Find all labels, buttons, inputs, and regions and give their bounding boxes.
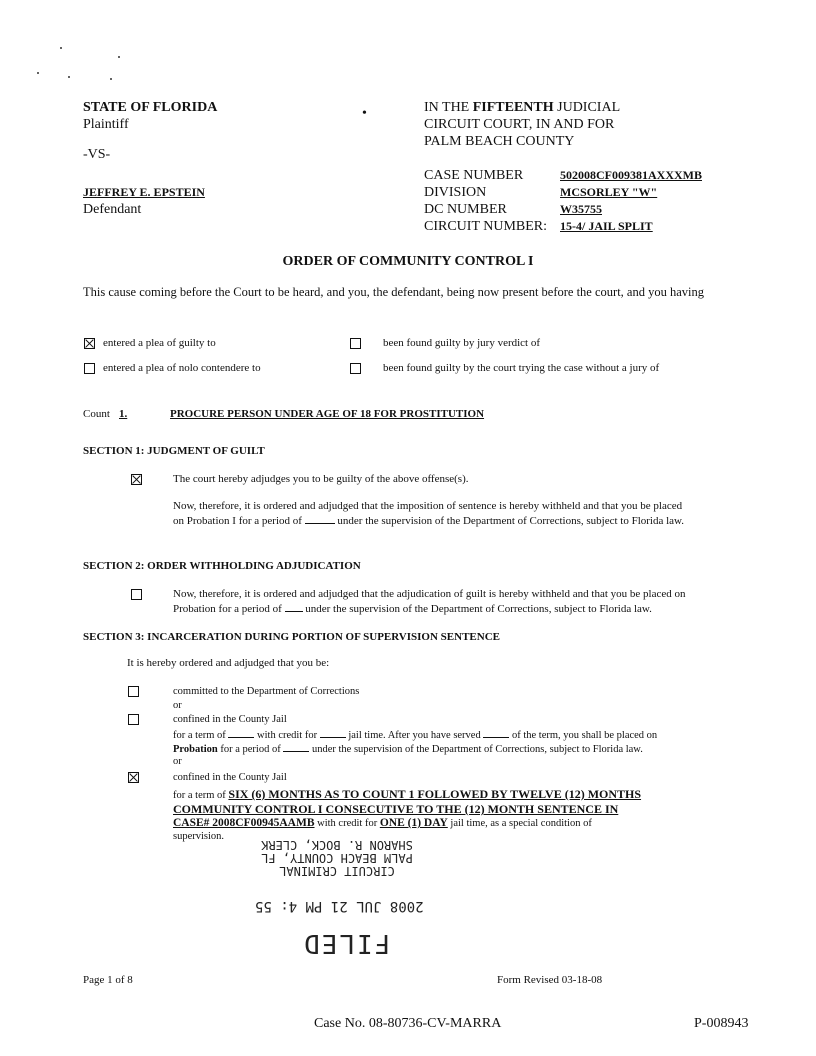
dc-number-label: DC NUMBER xyxy=(424,202,507,217)
filed-stamp xyxy=(252,838,422,877)
defendant-name: JEFFREY E. EPSTEIN xyxy=(83,185,205,199)
division-label: DIVISION xyxy=(424,185,487,200)
count-number: 1. xyxy=(119,408,128,420)
division-value: MCSORLEY "W" xyxy=(560,185,658,199)
section-2-line-1: Now, therefore, it is ordered and adjudged that the adjudication of guilt is hereby withheld and that you be placed on xyxy=(173,588,686,600)
section-1-line-2: on Probation I for a period of under the supervision of the Department of Corrections, subject to Florida law. xyxy=(173,515,685,527)
doc-commitment-checkbox[interactable] xyxy=(128,686,139,697)
stamp-line-2: PALM BEACH COUNTY, FL xyxy=(261,851,413,865)
stamp-line-1: CIRCUIT CRIMINAL xyxy=(279,864,395,878)
county-jail-split-checkbox[interactable] xyxy=(128,714,139,725)
state-of-florida: STATE OF FLORIDA xyxy=(83,100,218,115)
adjudge-guilty-text: The court hereby adjudges you to be guilty of the above offense(s). xyxy=(173,473,469,485)
bates-number: P-008943 xyxy=(694,1016,749,1031)
stamp-date: 2008 JUL 21 PM 4: 55 xyxy=(255,898,424,914)
doc-commitment-label: committed to the Department of Corrections xyxy=(173,686,360,697)
dc-number-value: W35755 xyxy=(560,202,602,216)
circuit-number-value: 15-4/ JAIL SPLIT xyxy=(560,219,653,233)
form-revised: Form Revised 03-18-08 xyxy=(497,974,603,986)
county-jail-split-line-1: for a term of with credit for jail time. After you have served of the term, you shall be placed on xyxy=(173,730,658,741)
plea-guilty-checkbox[interactable] xyxy=(84,338,95,349)
county-jail-split-line-2: Probation for a period of under the supervision of the Department of Corrections, subject to Florida law. xyxy=(173,744,643,755)
case-number-value: 502008CF009381AXXXMB xyxy=(560,168,702,182)
case-number-label: CASE NUMBER xyxy=(424,168,524,183)
plea-nolo-checkbox[interactable] xyxy=(84,363,95,374)
section-1-line-1: Now, therefore, it is ordered and adjudged that the imposition of sentence is hereby withheld and that you be placed xyxy=(173,500,683,512)
county-jail-split-label: confined in the County Jail xyxy=(173,714,287,725)
vs-label: -VS- xyxy=(83,147,111,162)
court-line-3: PALM BEACH COUNTY xyxy=(424,134,575,149)
plaintiff-label: Plaintiff xyxy=(83,117,129,132)
circuit-number-label: CIRCUIT NUMBER: xyxy=(424,219,548,234)
scan-mark: • xyxy=(362,106,367,121)
county-jail-line-4: supervision. xyxy=(173,831,225,842)
defendant-label: Defendant xyxy=(83,202,142,217)
county-jail-line-2: COMMUNITY CONTROL I CONSECUTIVE TO THE (12) MONTH SENTENCE IN xyxy=(173,802,619,816)
jury-verdict-label: been found guilty by jury verdict of xyxy=(383,337,541,349)
section-3-intro: It is hereby ordered and adjudged that you be: xyxy=(127,657,330,669)
section-1-heading: SECTION 1: JUDGMENT OF GUILT xyxy=(83,445,265,457)
adjudge-guilty-checkbox[interactable] xyxy=(131,474,142,485)
plea-nolo-label: entered a plea of nolo contendere to xyxy=(103,362,261,374)
stamp-line-3: SHARON R. BOCK, CLERK xyxy=(261,838,413,852)
stamp-filed: FILED xyxy=(302,928,391,958)
court-trial-checkbox[interactable] xyxy=(350,363,361,374)
court-line-1: IN THE FIFTEENTH JUDICIAL xyxy=(424,100,621,115)
or-label-1: or xyxy=(173,700,182,711)
count-offense: PROCURE PERSON UNDER AGE OF 18 FOR PROSTITUTION xyxy=(170,408,485,420)
scan-speck xyxy=(110,78,112,80)
county-jail-line-3: CASE# 2008CF00945AAMB with credit for ONE (1) DAY jail time, as a special condition of xyxy=(173,817,592,829)
scan-speck xyxy=(60,47,62,49)
court-trial-label: been found guilty by the court trying the case without a jury of xyxy=(383,362,660,374)
withhold-adjudication-checkbox[interactable] xyxy=(131,589,142,600)
intro-paragraph: This cause coming before the Court to be heard, and you, the defendant, being now present before the court, and you having xyxy=(83,285,704,299)
section-2-heading: SECTION 2: ORDER WITHHOLDING ADJUDICATION xyxy=(83,560,361,572)
or-label-2: or xyxy=(173,756,182,767)
page-number: Page 1 of 8 xyxy=(83,974,133,986)
scan-speck xyxy=(37,72,39,74)
scan-speck xyxy=(68,76,70,78)
county-jail-line-1: for a term of SIX (6) MONTHS AS TO COUNT 1 FOLLOWED BY TWELVE (12) MONTHS xyxy=(173,787,642,801)
section-2-line-2: Probation for a period of under the supervision of the Department of Corrections, subject to Florida law. xyxy=(173,603,652,615)
jury-verdict-checkbox[interactable] xyxy=(350,338,361,349)
case-number-footer: Case No. 08-80736-CV-MARRA xyxy=(314,1016,502,1031)
court-line-2: CIRCUIT COURT, IN AND FOR xyxy=(424,117,615,132)
scan-speck xyxy=(118,56,120,58)
county-jail-label: confined in the County Jail xyxy=(173,772,287,783)
count-label: Count xyxy=(83,408,110,420)
plea-guilty-label: entered a plea of guilty to xyxy=(103,337,216,349)
order-title: ORDER OF COMMUNITY CONTROL I xyxy=(282,254,534,269)
section-3-heading: SECTION 3: INCARCERATION DURING PORTION OF SUPERVISION SENTENCE xyxy=(83,631,500,643)
county-jail-checkbox[interactable] xyxy=(128,772,139,783)
